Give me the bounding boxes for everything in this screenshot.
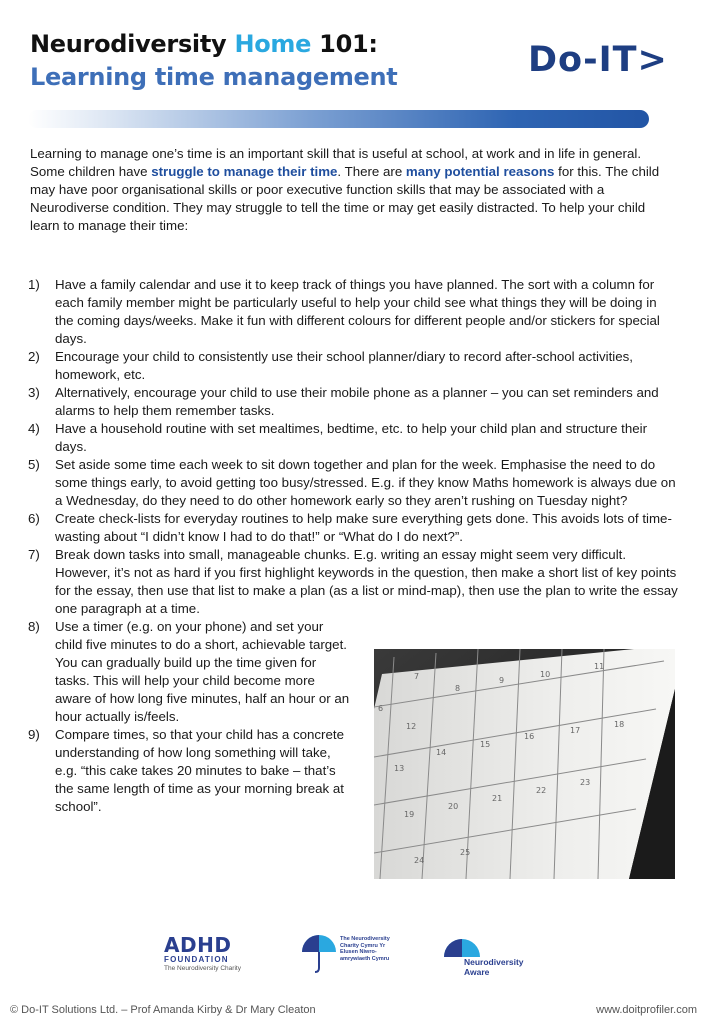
list-number: 8) — [28, 619, 40, 634]
list-item — [28, 546, 678, 618]
calendar-date: 9 — [499, 676, 505, 685]
footer-copyright: © Do-IT Solutions Ltd. – Prof Amanda Kirby & Dr Mary Cleaton — [10, 1004, 316, 1016]
list-number: 1) — [28, 277, 40, 292]
list-item — [28, 456, 678, 510]
calendar-date: 13 — [394, 764, 405, 773]
footer-website-link[interactable]: www.doitprofiler.com — [596, 1004, 697, 1016]
umbrella-icon — [300, 932, 338, 974]
neurodiversity-charity-cymru-logo — [300, 932, 400, 979]
calendar-date: 16 — [524, 732, 535, 741]
list-text: Compare times, so that your child has a concrete understanding of how long something will take, e.g. “this cake takes 20 minutes to bake – that’s the same length of time as your morning break at school”. — [55, 727, 344, 814]
list-item — [28, 348, 678, 384]
list-item — [28, 276, 678, 348]
calendar-date: 10 — [540, 670, 551, 679]
aware-logo-line-1: Neurodiversity — [464, 957, 524, 967]
list-number: 2) — [28, 349, 40, 364]
neurodiversity-aware-logo — [442, 935, 542, 977]
list-item — [28, 420, 678, 456]
calendar-date: 24 — [414, 856, 425, 865]
calendar-date: 11 — [594, 662, 605, 671]
intro-text-1: Learning to manage one’s time is an important skill that is useful at school, at work and in life in general. Some children have — [30, 146, 642, 179]
calendar-date: 8 — [455, 684, 461, 693]
calendar-date: 19 — [404, 810, 415, 819]
list-text: Alternatively, encourage your child to use their mobile phone as a planner – you can set reminders and alarms to help them remember tasks. — [55, 385, 659, 418]
calendar-date: 25 — [460, 848, 471, 857]
title-accent: Home — [234, 30, 312, 58]
list-item — [28, 618, 353, 726]
calendar-date: 15 — [480, 740, 491, 749]
title-suffix: 101: — [311, 30, 378, 58]
intro-emphasis-1: struggle to manage their time — [151, 164, 338, 179]
list-number: 6) — [28, 511, 40, 526]
do-it-logo: Do-IT> — [528, 40, 668, 80]
umbrella-icon — [442, 935, 482, 959]
list-number: 4) — [28, 421, 40, 436]
calendar-date: 14 — [436, 748, 447, 757]
header-gradient-bar — [28, 110, 649, 128]
intro-text-3: for this. The child may have poor organisational skills or poor executive function skills that may be associated with a Neurodiverse condition. They may struggle to tell the time or may get easily distracted. To help your child learn to manage their time: — [30, 164, 660, 233]
aware-logo-line-2: Aware — [464, 967, 490, 977]
calendar-illustration — [374, 649, 675, 879]
list-item — [28, 384, 678, 420]
calendar-photo — [374, 649, 675, 879]
calendar-date: 22 — [536, 786, 547, 795]
calendar-date: 6 — [378, 704, 384, 713]
list-text: Break down tasks into small, manageable chunks. E.g. writing an essay might seem very difficult. However, it’s not as hard if you first highlight keywords in the question, then make a short list of key points for the essay, then use that list to make a plan (as a list or mind-map), then use the plan to write the essay one paragraph at a time. — [55, 547, 678, 616]
aware-logo-text — [464, 957, 524, 977]
intro-paragraph — [30, 145, 670, 235]
list-text: Encourage your child to consistently use their school planner/diary to record after-school activities, homework, etc. — [55, 349, 633, 382]
intro-text-2: . There are — [337, 164, 406, 179]
charity-logo-text: The Neurodiversity Charity Cymru Yr Elusen Niwro-amrywiaeth Cymru — [340, 936, 390, 962]
calendar-date: 23 — [580, 778, 591, 787]
calendar-date: 7 — [414, 672, 420, 681]
list-text: Create check-lists for everyday routines to help make sure everything gets done. This avoids lots of time-wasting about “I didn’t know I had to do that!” or “What do I do next?”. — [55, 511, 672, 544]
list-text: Set aside some time each week to sit down together and plan for the week. Emphasise the need to do some things early, to avoid getting too busy/stressed. E.g. if they know Maths homework is always due on a Wednesday, do they need to do other homework early so they aren’t rushing on Tuesday night? — [55, 457, 676, 508]
page-title — [30, 28, 397, 94]
list-text: Use a timer (e.g. on your phone) and set your child five minutes to do a short, achievable target. You can gradually build up the time given for tasks. This will help your child become more aware of how long five minutes, half an hour or an hour actually is/feels. — [55, 619, 350, 724]
list-number: 7) — [28, 547, 40, 562]
adhd-logo-subtitle: FOUNDATION — [164, 955, 229, 964]
adhd-logo-tagline: The Neurodiversity Charity — [164, 965, 241, 972]
title-line-1 — [30, 28, 397, 60]
list-item — [28, 510, 678, 546]
calendar-date: 12 — [406, 722, 417, 731]
page-subtitle: Learning time management — [30, 63, 398, 91]
list-text: Have a family calendar and use it to keep track of things you have planned. The sort with a column for each family member might be particularly useful to help your child see what things they will be doing in the coming days/weeks. Make it fun with different colours for different people and/or stickers for special days. — [55, 277, 660, 346]
list-item — [28, 726, 353, 816]
list-number: 5) — [28, 457, 40, 472]
list-text: Have a household routine with set mealtimes, bedtime, etc. to help your child plan and structure their days. — [55, 421, 648, 454]
calendar-date: 18 — [614, 720, 625, 729]
calendar-date: 17 — [570, 726, 581, 735]
calendar-date: 21 — [492, 794, 503, 803]
title-prefix: Neurodiversity — [30, 30, 235, 58]
list-number: 3) — [28, 385, 40, 400]
calendar-date: 20 — [448, 802, 459, 811]
list-number: 9) — [28, 727, 40, 742]
adhd-logo-title: ADHD — [164, 933, 232, 957]
adhd-foundation-logo — [164, 935, 254, 973]
intro-emphasis-2: many potential reasons — [405, 164, 555, 179]
